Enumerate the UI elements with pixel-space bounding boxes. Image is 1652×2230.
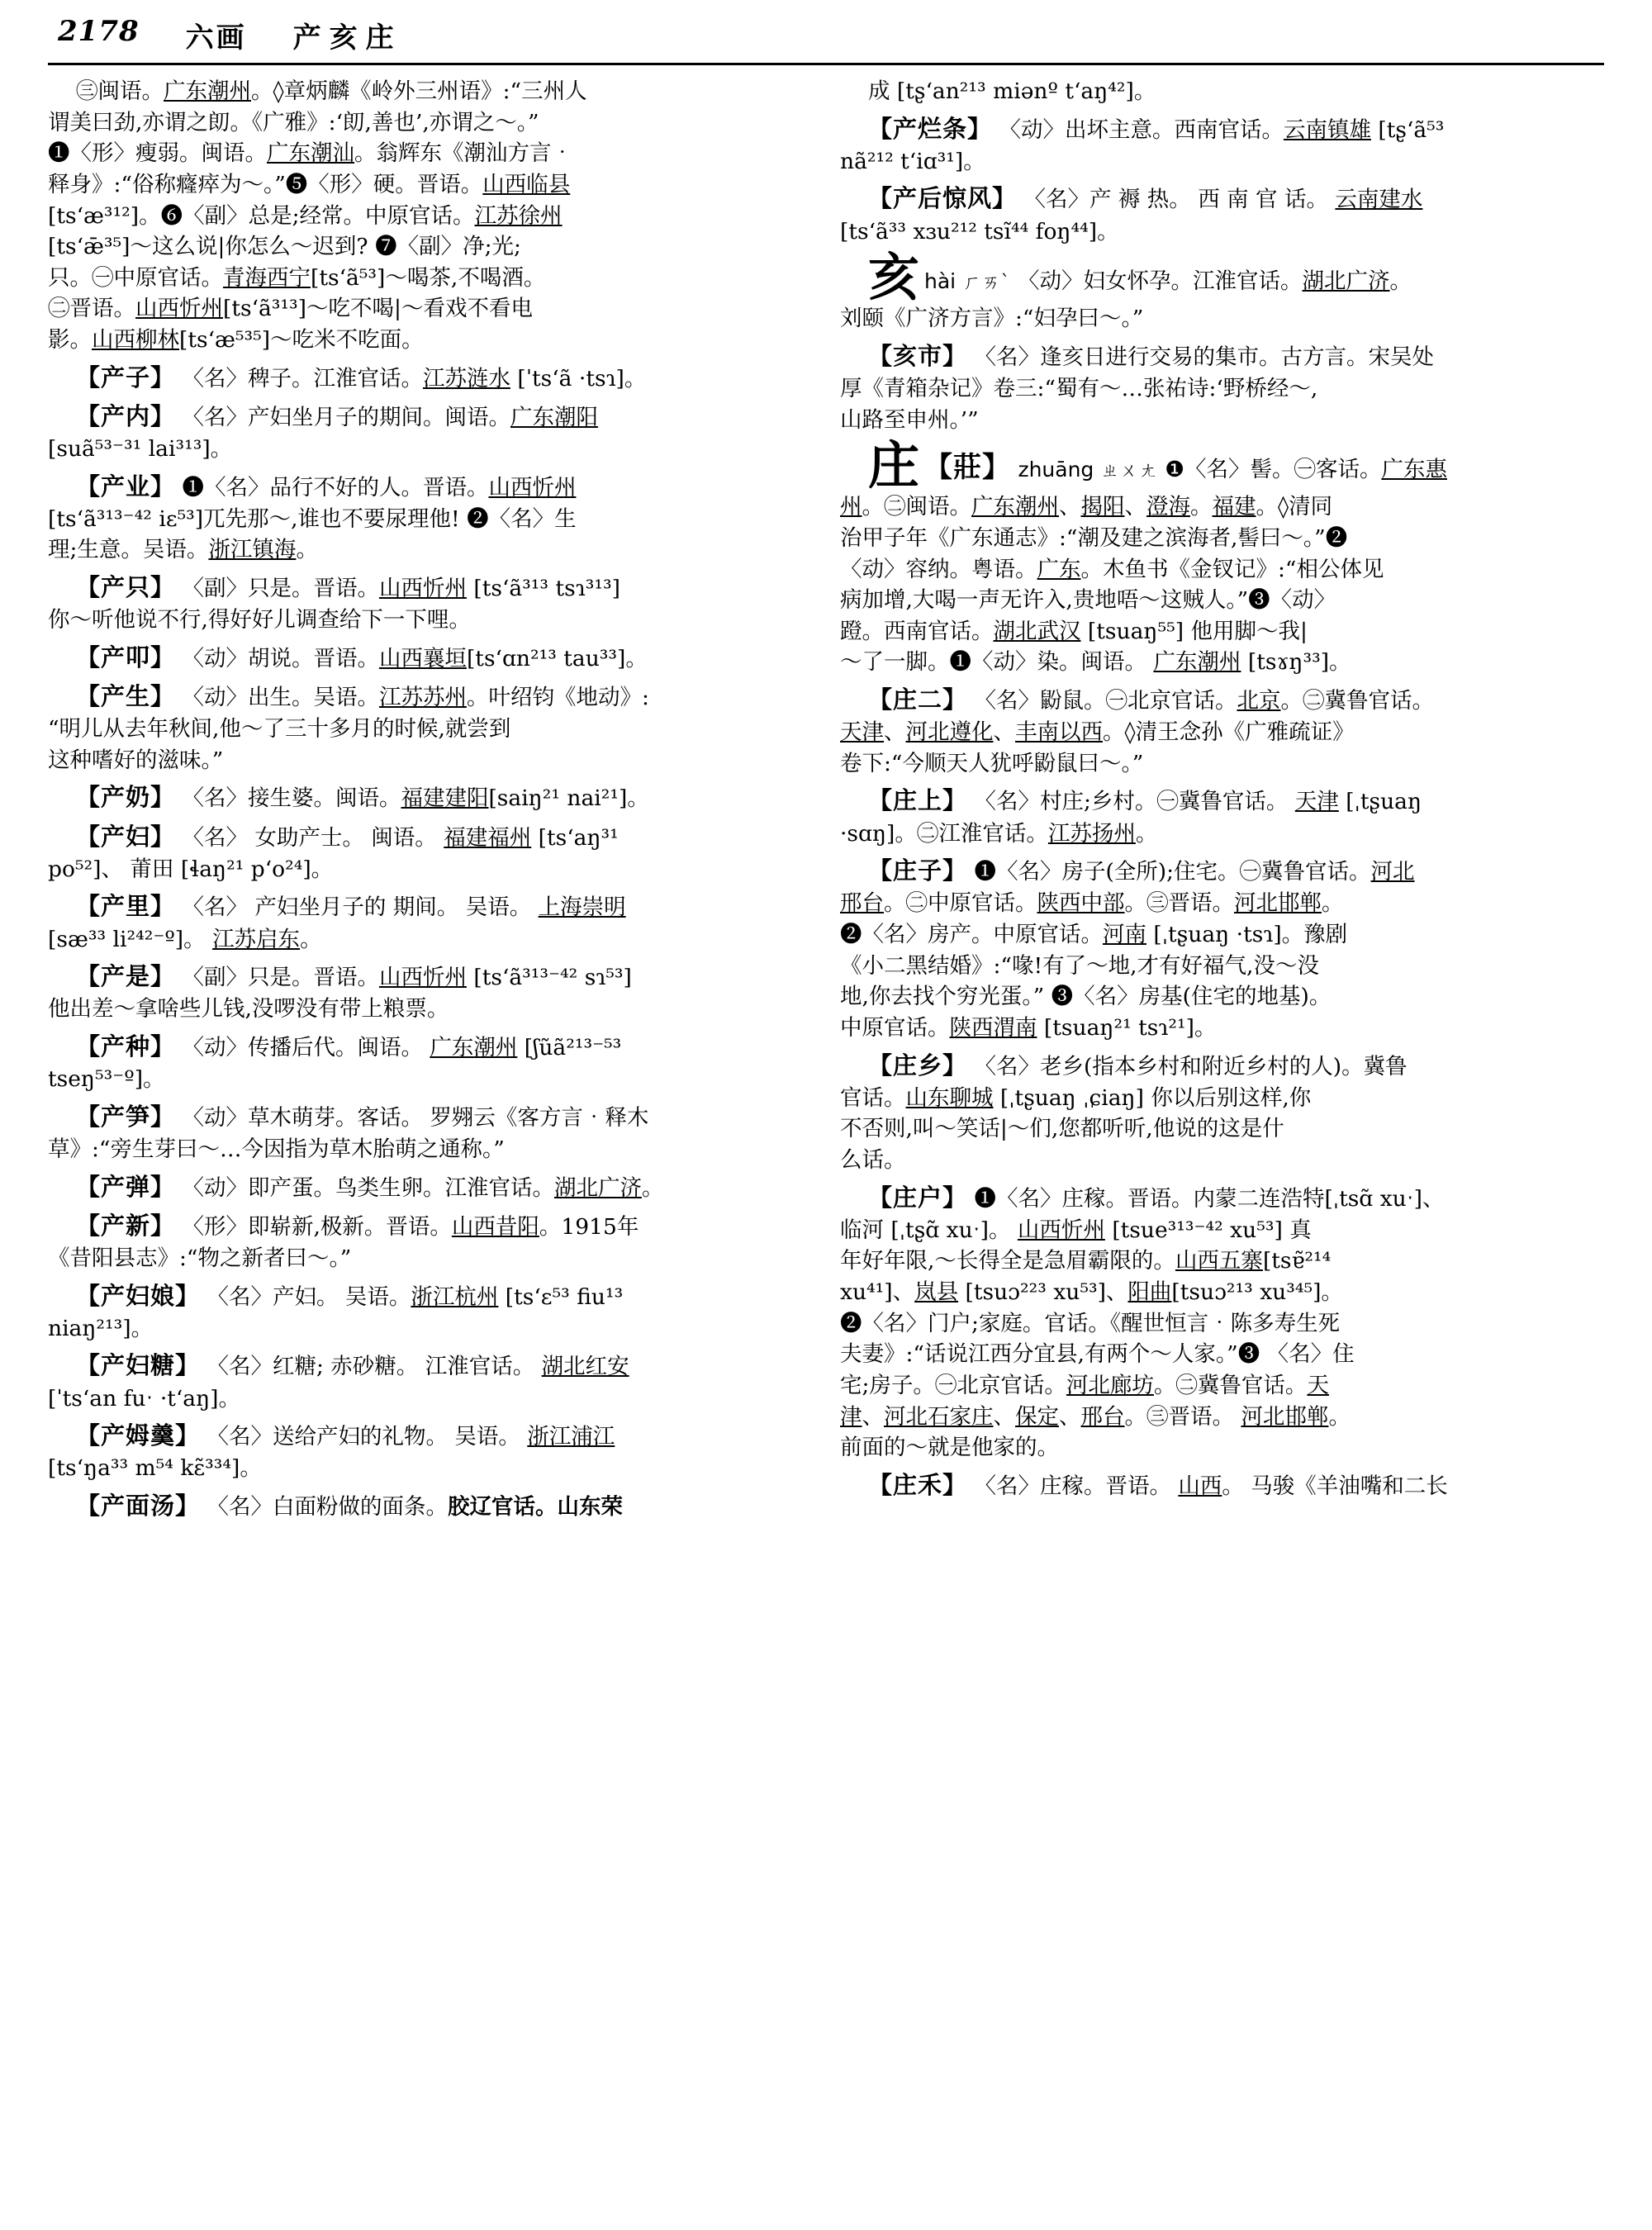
dictionary-entry — [840, 339, 1604, 435]
dictionary-entry — [840, 247, 1604, 334]
entry-line: 治甲子年《广东通志》:“潮及建之滨海者,髻曰～。”❷ — [840, 524, 1348, 551]
entry-headword: 【产妇糖】 — [76, 1351, 201, 1380]
entry-line: [tsʻã³³ xɜu²¹² tsĩ⁴⁴ foŋ⁴⁴]。 — [840, 218, 1119, 244]
dictionary-entry — [48, 1030, 812, 1095]
entry-line: ㊂闽语。广东潮州。◊章炳麟《岭外三州语》:“三州人 — [76, 78, 587, 104]
entry-headword: 【产种】 — [76, 1032, 176, 1060]
entry-line: ·sɑŋ]。㊁江淮官话。江苏扬州。 — [840, 820, 1158, 847]
entry-headword: 【产奶】 — [76, 783, 176, 812]
dictionary-entry — [48, 1489, 812, 1523]
entry-line: 《小二黑结婚》:“喙!有了～地,才有好福气,没～没 — [840, 952, 1319, 979]
dictionary-entry — [48, 820, 812, 885]
entry-line: 影。山西柳林[tsʻæ⁵³⁵]～吃米不吃面。 — [48, 327, 424, 353]
entry-line: 成 [tʂʻan²¹³ miənº tʻaŋ⁴²]。 — [868, 78, 1156, 104]
entry-line: 【产烂条】 〈动〉出坏主意。西南官话。云南镇雄 [tʂʻã⁵³ — [868, 114, 1445, 143]
entry-line: 病加增,大喝一声无许入,贵地唔～这贼人。”❸〈动〉 — [840, 587, 1336, 614]
dictionary-entry — [840, 1181, 1604, 1464]
entry-line: 【产里】 〈名〉 产妇坐月子的 期间。 吴语。 上海崇明 — [76, 892, 626, 921]
entry-line: 【产生】 〈动〉出生。吴语。江苏苏州。叶绍钧《地动》: — [76, 681, 649, 710]
entry-zhuyin: ㄓㄨㄤ — [1100, 461, 1158, 482]
entry-line: 么话。 — [840, 1146, 906, 1173]
entry-headword: 【庄乡】 — [868, 1051, 968, 1079]
entry-line: ❷〈名〉房产。中原官话。河南 [ˌtʂuaŋ ·tsɿ]。豫剧 — [840, 922, 1348, 948]
dictionary-entry — [48, 1170, 812, 1204]
right-column — [840, 76, 1604, 2222]
entry-line: ～了一脚。❶〈动〉染。闽语。 广东潮州 [tsɤŋ³³]。 — [840, 649, 1351, 676]
entry-line: 夫妻》:“话说江西分宜县,有两个～人家。”❸ 〈名〉住 — [840, 1341, 1355, 1368]
entry-line: 【产面汤】 〈名〉白面粉做的面条。胶辽官话。山东荣 — [76, 1491, 623, 1520]
dictionary-entry — [48, 361, 812, 395]
entry-line: 不否则,叫～笑话|～们,您都听听,他说的这是什 — [840, 1116, 1284, 1142]
entry-big-character: 庄 — [868, 435, 920, 496]
entry-line: 临河 [ˌtʂɑ̃ xuˑ]。 山西忻州 [tsue³¹³⁻⁴² xu⁵³] 真 — [840, 1217, 1312, 1243]
dictionary-entry — [840, 1468, 1604, 1502]
entry-line: 地,你去找个穷光蛋。” ❸〈名〉房基(住宅的地基)。 — [840, 984, 1332, 1010]
entry-line: ❶〈形〉瘦弱。闽语。广东潮汕。翁辉东《潮汕方言‧ — [48, 140, 573, 167]
entry-line: 【产新】 〈形〉即崭新,极新。晋语。山西昔阳。1915年 — [76, 1211, 639, 1240]
entry-line: 刘颐《广济方言》:“妇孕曰～。” — [840, 306, 1144, 332]
entry-line: 【产弹】 〈动〉即产蛋。鸟类生卵。江淮官话。湖北广济。 — [76, 1172, 664, 1201]
entry-line: 官话。山东聊城 [ˌtʂuaŋ ˌɕiaŋ] 你以后别这样,你 — [840, 1084, 1312, 1111]
entry-headword: 【亥市】 — [868, 341, 968, 370]
page-columns — [48, 76, 1604, 2222]
entry-line: 你～听他说不行,得好好儿调查给下一下哩。 — [48, 607, 471, 633]
dictionary-entry — [48, 470, 812, 566]
entry-line: 山路至申州。’” — [840, 406, 979, 433]
entry-line: 草》:“旁生芽曰～…今因指为草木胎萌之通称。” — [48, 1136, 505, 1162]
entry-line: 宅;房子。㊀北京官话。河北廊坊。㊁冀鲁官话。天 — [840, 1372, 1329, 1398]
dictionary-entry — [48, 890, 812, 955]
dictionary-entry — [48, 1209, 812, 1274]
entry-zhuyin: ㄏㄞˋ — [962, 273, 1011, 294]
entry-line: 【产只】 〈副〉只是。晋语。山西忻州 [tsʻã³¹³ tsɿ³¹³] — [76, 573, 620, 602]
dictionary-entry — [840, 182, 1604, 247]
entry-line: ❷〈名〉门户;家庭。官话。《醒世恒言‧陈多寿生死 — [840, 1310, 1341, 1336]
entry-headword: 【产烂条】 — [868, 114, 993, 143]
entry-line: “明儿从去年秋间,他～了三十多月的时候,就尝到 — [48, 716, 511, 743]
dictionary-entry — [48, 76, 812, 356]
dictionary-entry — [48, 1349, 812, 1414]
dictionary-entry — [48, 571, 812, 636]
header-characters: 产亥庄 — [292, 21, 402, 55]
entry-line: 谓美曰劲,亦谓之㓪。《广雅》:‘㓪,善也’,亦谓之～。” — [48, 109, 539, 135]
entry-line: 天津、河北遵化、丰南以西。◊清王念孙《广雅疏证》 — [840, 719, 1355, 746]
entry-line: [sæ³³ li²⁴²⁻º]。 江苏启东。 — [48, 926, 322, 952]
entry-line: 【亥市】 〈名〉逢亥日进行交易的集市。古方言。宋吴处 — [868, 341, 1434, 370]
entry-line: 中原官话。陕西渭南 [tsuaŋ²¹ tsɿ²¹]。 — [840, 1014, 1217, 1041]
dictionary-entry — [840, 683, 1604, 779]
entry-line: 他出差～拿啥些儿钱,没啰没有带上粮票。 — [48, 996, 449, 1022]
entry-headword: 【庄上】 — [868, 786, 968, 815]
entry-line: 【产笋】 〈动〉草木萌芽。客话。 罗翙云《客方言‧释木 — [76, 1102, 649, 1131]
radical-label: 六画 — [185, 21, 247, 55]
entry-line: [tsʻã³¹³⁻⁴² iɛ⁵³]兀先那～,谁也不要尿理他! ❷〈名〉生 — [48, 505, 577, 532]
dictionary-entry — [48, 780, 812, 814]
entry-line: nã²¹² tʻiɑ³¹]。 — [840, 148, 985, 174]
entry-headword: 【产内】 — [76, 401, 176, 430]
entry-line: 厚《青箱杂记》卷三:“蜀有～…张祐诗:‘野桥经～, — [840, 376, 1318, 402]
dictionary-entry — [840, 76, 1604, 107]
entry-line: [tsʻæ³¹²]。❻〈副〉总是;经常。中原官话。江苏徐州 — [48, 202, 563, 229]
entry-headword: 【产里】 — [76, 892, 176, 921]
dictionary-entry — [48, 1279, 812, 1345]
entry-line: 庄 【莊】 zhuāng ㄓㄨㄤ ❶〈名〉髻。㊀客话。广东惠 — [868, 435, 1447, 496]
entry-line: 前面的～就是他家的。 — [840, 1435, 1059, 1461]
left-column — [48, 76, 812, 2222]
entry-line: 这种嗜好的滋味。” — [48, 747, 224, 773]
entry-line: 【产子】 〈名〉稗子。江淮官话。江苏涟水 [ˈtsʻã ·tsɿ]。 — [76, 363, 647, 391]
entry-headword: 【产笋】 — [76, 1102, 176, 1131]
entry-line: 【产是】 〈副〉只是。晋语。山西忻州 [tsʻã³¹³⁻⁴² sɿ⁵³] — [76, 962, 632, 991]
dictionary-entry — [48, 641, 812, 675]
entry-headword: 【产妇】 — [76, 822, 176, 851]
entry-line: 【产妇糖】 〈名〉红糖; 赤砂糖。 江淮官话。 湖北红安 — [76, 1351, 629, 1380]
entry-line: 【产妇娘】 〈名〉产妇。 吴语。浙江杭州 [tsʻɛ⁵³ fiu¹³ — [76, 1281, 624, 1310]
entry-headword: 【产叩】 — [76, 643, 176, 671]
entry-line: xu⁴¹]、岚县 [tsuɔ²²³ xu⁵³]、阳曲[tsuɔ²¹³ xu³⁴⁵]。 — [840, 1279, 1343, 1305]
entry-headword: 【产妇娘】 — [76, 1281, 201, 1310]
entry-line: 蹬。西南官话。湖北武汉 [tsuaŋ⁵⁵] 他用脚～我| — [840, 618, 1308, 644]
entry-line: 【庄子】 ❶〈名〉房子(全所);住宅。㊀冀鲁官话。河北 — [868, 856, 1415, 885]
entry-headword: 【庄户】 — [868, 1183, 968, 1212]
entry-line: 【产业】 ❶〈名〉品行不好的人。晋语。山西忻州 — [76, 472, 577, 501]
entry-headword: 【庄二】 — [868, 686, 968, 714]
entry-pinyin: zhuāng — [1018, 458, 1094, 482]
entry-line: 理;生意。吴语。浙江镇海。 — [48, 537, 318, 563]
entry-line: 【庄上】 〈名〉村庄;乡村。㊀冀鲁官话。 天津 [ˌtʂuaŋ — [868, 786, 1422, 815]
entry-headword: 【产业】 — [76, 472, 176, 501]
dictionary-entry — [840, 112, 1604, 178]
entry-headword: 【产面汤】 — [76, 1491, 201, 1520]
entry-line: niaŋ²¹³]。 — [48, 1315, 154, 1341]
entry-line: 亥hài ㄏㄞˋ 〈动〉妇女怀孕。江淮官话。湖北广济。 — [868, 247, 1412, 308]
entry-headword: 【产弹】 — [76, 1172, 176, 1201]
entry-line: 《昔阳县志》:“物之新者曰～。” — [48, 1245, 352, 1271]
page-header — [58, 15, 1594, 58]
entry-line: 卷下:“今顺天人犹呼鼢鼠曰～。” — [840, 750, 1144, 776]
entry-line: 【产叩】 〈动〉胡说。晋语。山西襄垣[tsʻɑn²¹³ tau³³]。 — [76, 643, 648, 671]
entry-line: 【产种】 〈动〉传播后代。闽语。 广东潮州 [ʃũã²¹³⁻⁵³ — [76, 1032, 622, 1060]
dictionary-entry — [48, 960, 812, 1025]
entry-line: 【产后惊风】 〈名〉产 褥 热。 西 南 官 话。 云南建水 — [868, 184, 1423, 213]
entry-line: ㊁晋语。山西忻州[tsʻã³¹³]～吃不喝|～看戏不看电 — [48, 296, 533, 322]
entry-line: tseŋ⁵³⁻º]。 — [48, 1066, 165, 1093]
entry-line: 【产姆羹】 〈名〉送给产妇的礼物。 吴语。 浙江浦江 — [76, 1421, 615, 1450]
entry-headword: 【产子】 — [76, 363, 176, 391]
entry-pinyin: hài — [924, 269, 957, 294]
entry-headword: 【庄禾】 — [868, 1470, 968, 1499]
dictionary-entry — [48, 400, 812, 465]
entry-line: 【产奶】 〈名〉接生婆。闽语。福建建阳[saiŋ²¹ nai²¹]。 — [76, 783, 649, 812]
entry-line: po⁵²]、 莆田 [ɬaŋ²¹ pʻo²⁴]。 — [48, 856, 334, 882]
page-number: 2178 — [58, 15, 140, 48]
entry-line: [tsʻŋa³³ m⁵⁴ kɛ̃³³⁴]。 — [48, 1455, 262, 1482]
header-rule — [48, 63, 1604, 65]
entry-line: 【庄二】 〈名〉鼢鼠。㊀北京官话。北京。㊁冀鲁官话。 — [868, 686, 1434, 714]
entry-line: 【产内】 〈名〉产妇坐月子的期间。闽语。广东潮阳 — [76, 401, 598, 430]
entry-line: 〈动〉容纳。粤语。广东。木鱼书《金钗记》:“相公体见 — [840, 556, 1384, 582]
entry-headword: 【产只】 — [76, 573, 176, 602]
entry-headword: 【产姆羹】 — [76, 1421, 201, 1450]
dictionary-entry — [840, 1049, 1604, 1176]
dictionary-entry — [48, 1419, 812, 1484]
dictionary-entry — [48, 1100, 812, 1165]
dictionary-entry — [48, 680, 812, 776]
entry-line: [suã⁵³⁻³¹ lai³¹³]。 — [48, 435, 233, 462]
entry-line: 【产妇】 〈名〉 女助产士。 闽语。 福建福州 [tsʻaŋ³¹ — [76, 822, 619, 851]
entry-line: 释身》:“俗称癃瘁为～。”❺〈形〉硬。晋语。山西临县 — [48, 171, 571, 197]
entry-line: 津、河北石家庄、保定、邢台。㊂晋语。 河北邯郸。 — [840, 1403, 1351, 1430]
entry-headword: 【产是】 — [76, 962, 176, 991]
entry-headword: 【产生】 — [76, 681, 176, 710]
entry-line: 只。㊀中原官话。青海西宁[tsʻã⁵³]～喝茶,不喝酒。 — [48, 264, 546, 291]
entry-line: 年好年限,～长得全是急眉霸限的。山西五寨[tsɐ̃²¹⁴ — [840, 1248, 1332, 1274]
entry-headword: 【产后惊风】 — [868, 184, 1018, 213]
dictionary-entry — [840, 435, 1604, 678]
entry-line: 邢台。㊁中原官话。陕西中部。㊂晋语。河北邯郸。 — [840, 890, 1344, 917]
entry-headword: 【产新】 — [76, 1211, 176, 1240]
entry-headword: 【庄子】 — [868, 856, 968, 885]
entry-line: [ˈtsʻan fuˑ ·tʻaŋ]。 — [48, 1385, 241, 1412]
entry-line: 州。㊁闽语。广东潮州、揭阳、澄海。福建。◊清同 — [840, 494, 1333, 520]
dictionary-entry — [840, 854, 1604, 1043]
dictionary-entry — [840, 784, 1604, 849]
entry-big-character: 亥 — [868, 247, 920, 308]
entry-line: 【庄户】 ❶〈名〉庄稼。晋语。内蒙二连浩特[ˌtsɑ̃ xuˑ]、 — [868, 1183, 1445, 1212]
entry-headword: 【莊】 — [924, 451, 1012, 485]
entry-line: [tsʻǣ³⁵]～这么说|你怎么～迟到? ❼〈副〉净;光; — [48, 234, 521, 260]
entry-line: 【庄禾】 〈名〉庄稼。晋语。 山西。 马骏《羊油嘴和二长 — [868, 1470, 1448, 1499]
entry-line: 【庄乡】 〈名〉老乡(指本乡村和附近乡村的人)。冀鲁 — [868, 1051, 1408, 1079]
